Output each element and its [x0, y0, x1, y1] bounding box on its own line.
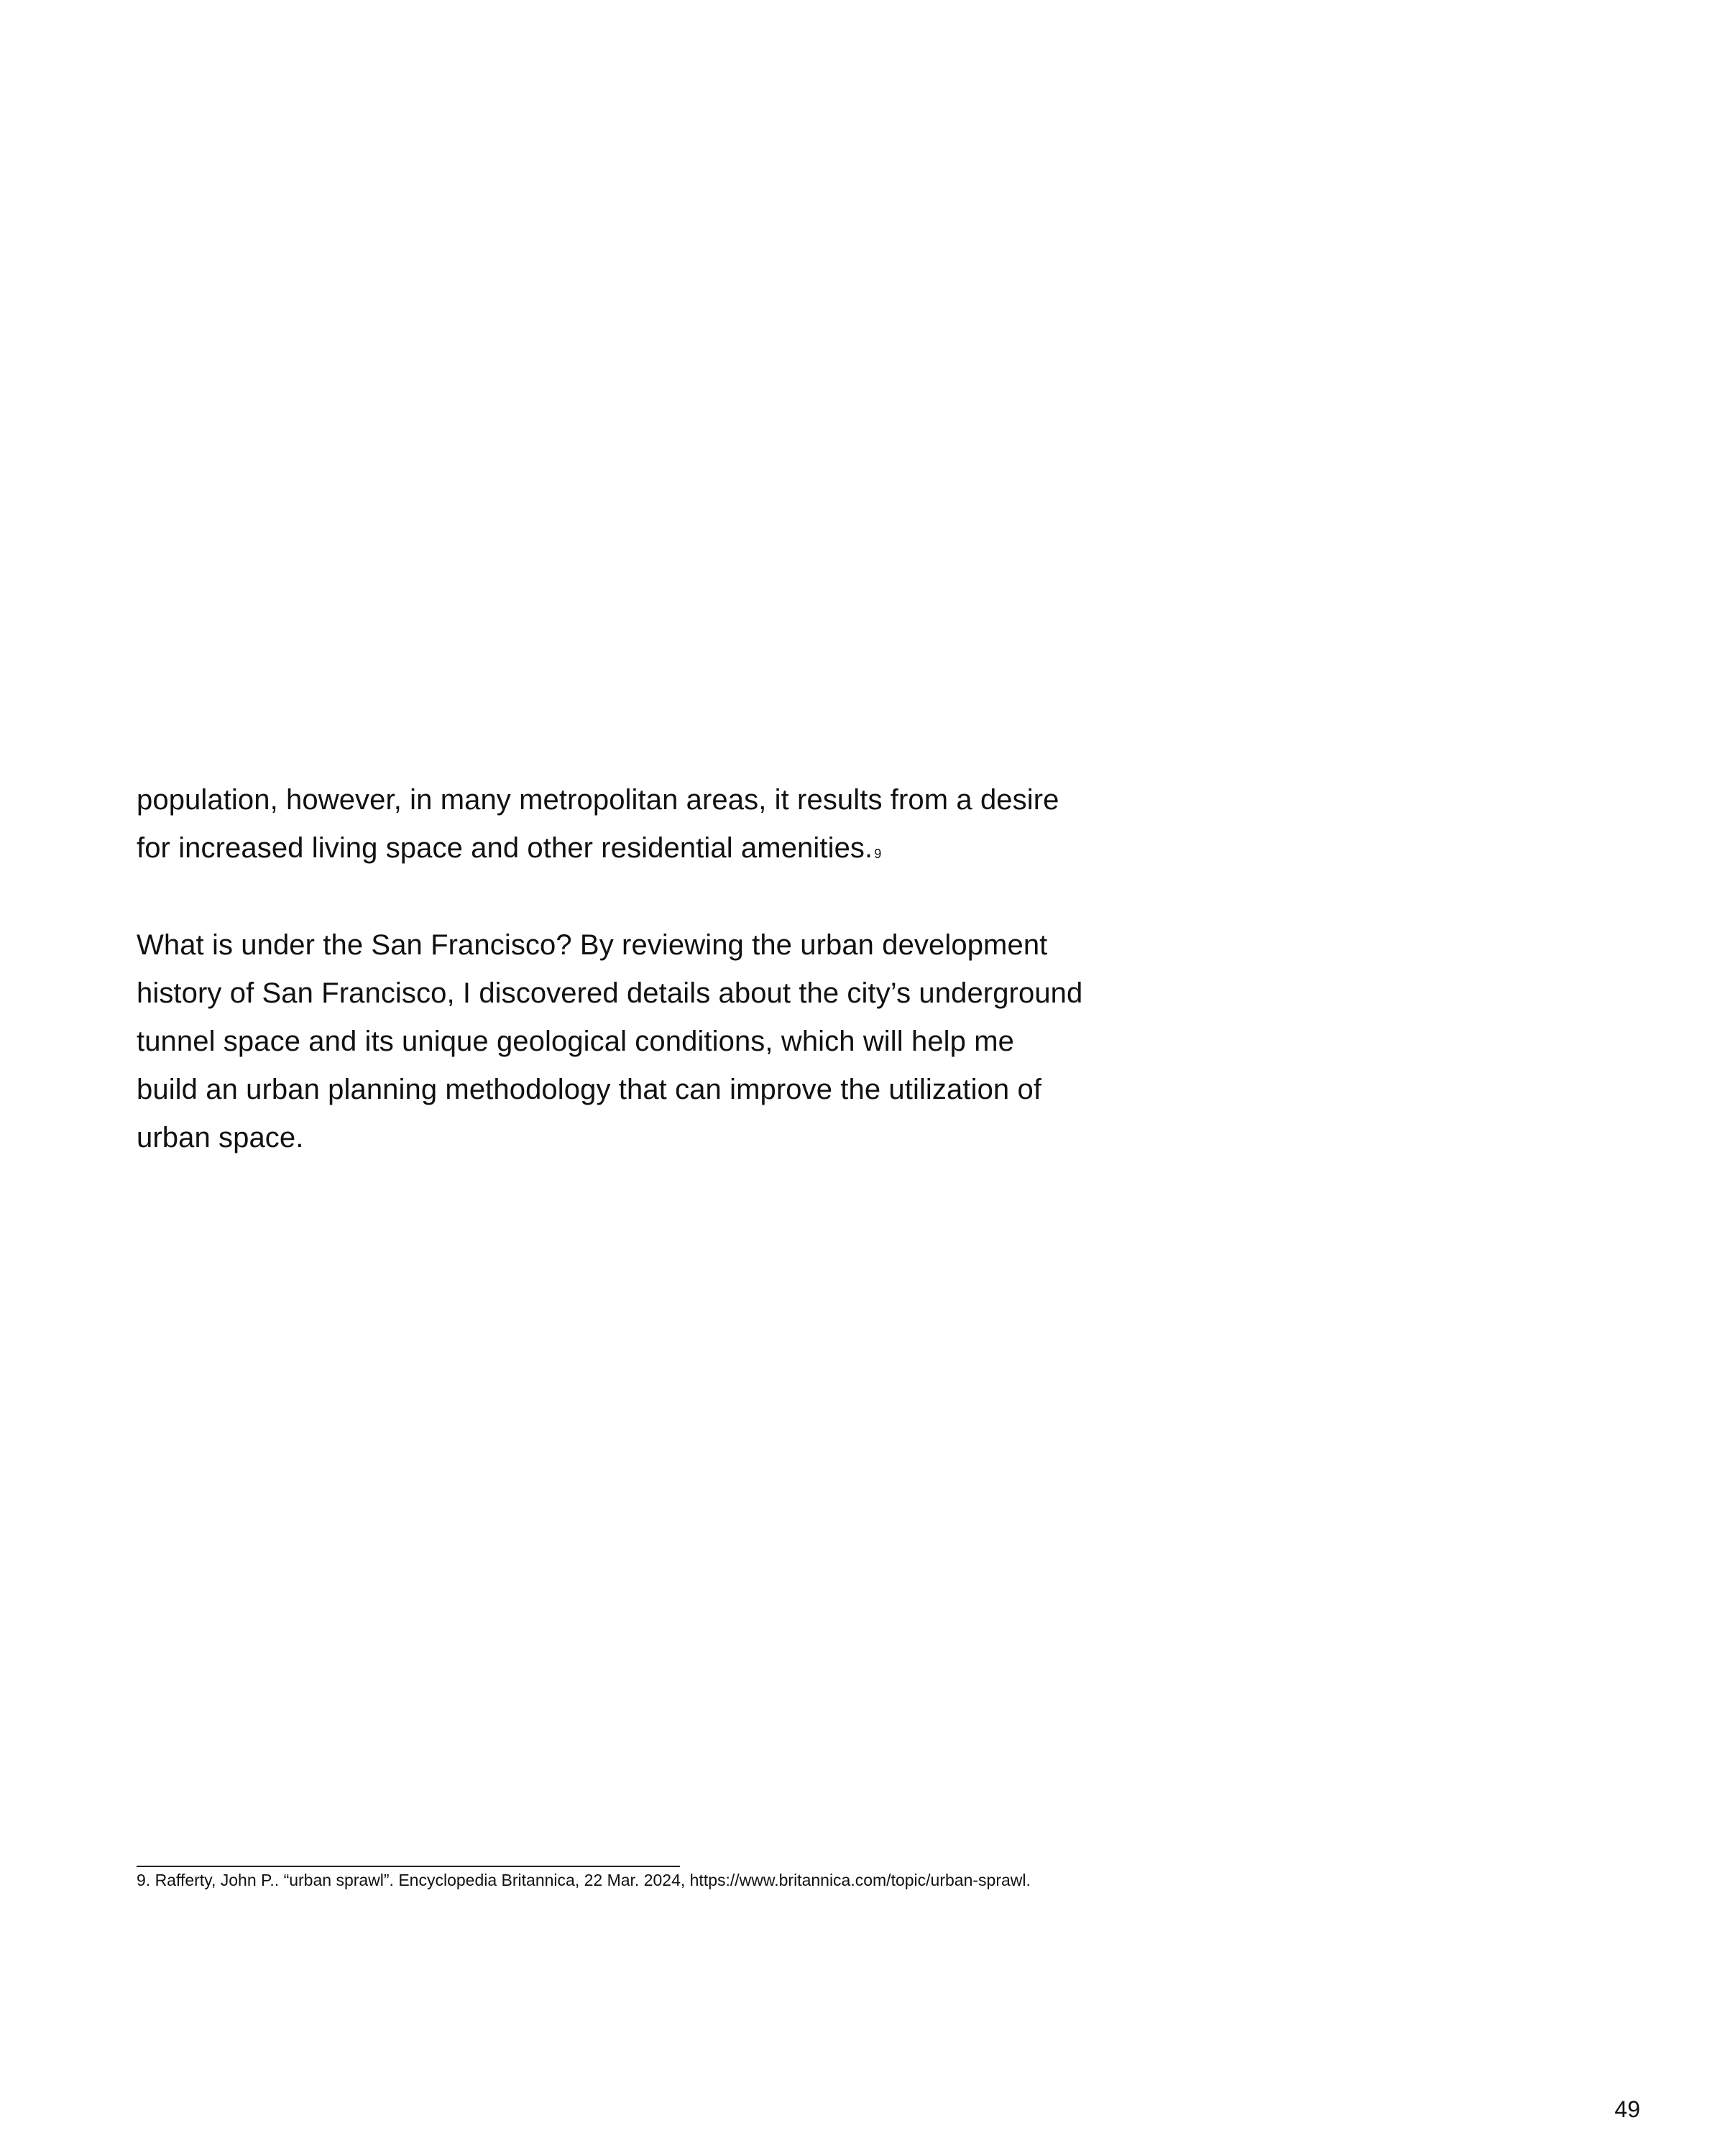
- paragraph-line: for increased living space and other residential amenities.: [137, 832, 873, 864]
- footnote-divider: [137, 1866, 680, 1867]
- paragraph-line: What is under the San Francisco? By reviewing the urban development: [137, 929, 1048, 961]
- body-paragraph-1: [137, 776, 1200, 872]
- paragraph-line: build an urban planning methodology that can improve the utilization of: [137, 1074, 1042, 1105]
- paragraph-line: urban space.: [137, 1122, 304, 1153]
- body-paragraph-2: [137, 921, 1200, 1162]
- footnote-reference[interactable]: 9: [874, 847, 882, 861]
- paragraph-line-with-footnote: [137, 824, 1200, 872]
- page-number: 49: [1614, 2096, 1640, 2122]
- paragraph-line: history of San Francisco, I discovered details about the city’s underground: [137, 977, 1083, 1009]
- paragraph-line: population, however, in many metropolitan areas, it results from a desire: [137, 784, 1059, 816]
- paragraph-line: tunnel space and its unique geological conditions, which will help me: [137, 1026, 1014, 1057]
- footnote-9: 9. Rafferty, John P.. “urban sprawl”. Encyclopedia Britannica, 22 Mar. 2024, https://www.britannica.com/topic/urban-sprawl.: [137, 1871, 1031, 1889]
